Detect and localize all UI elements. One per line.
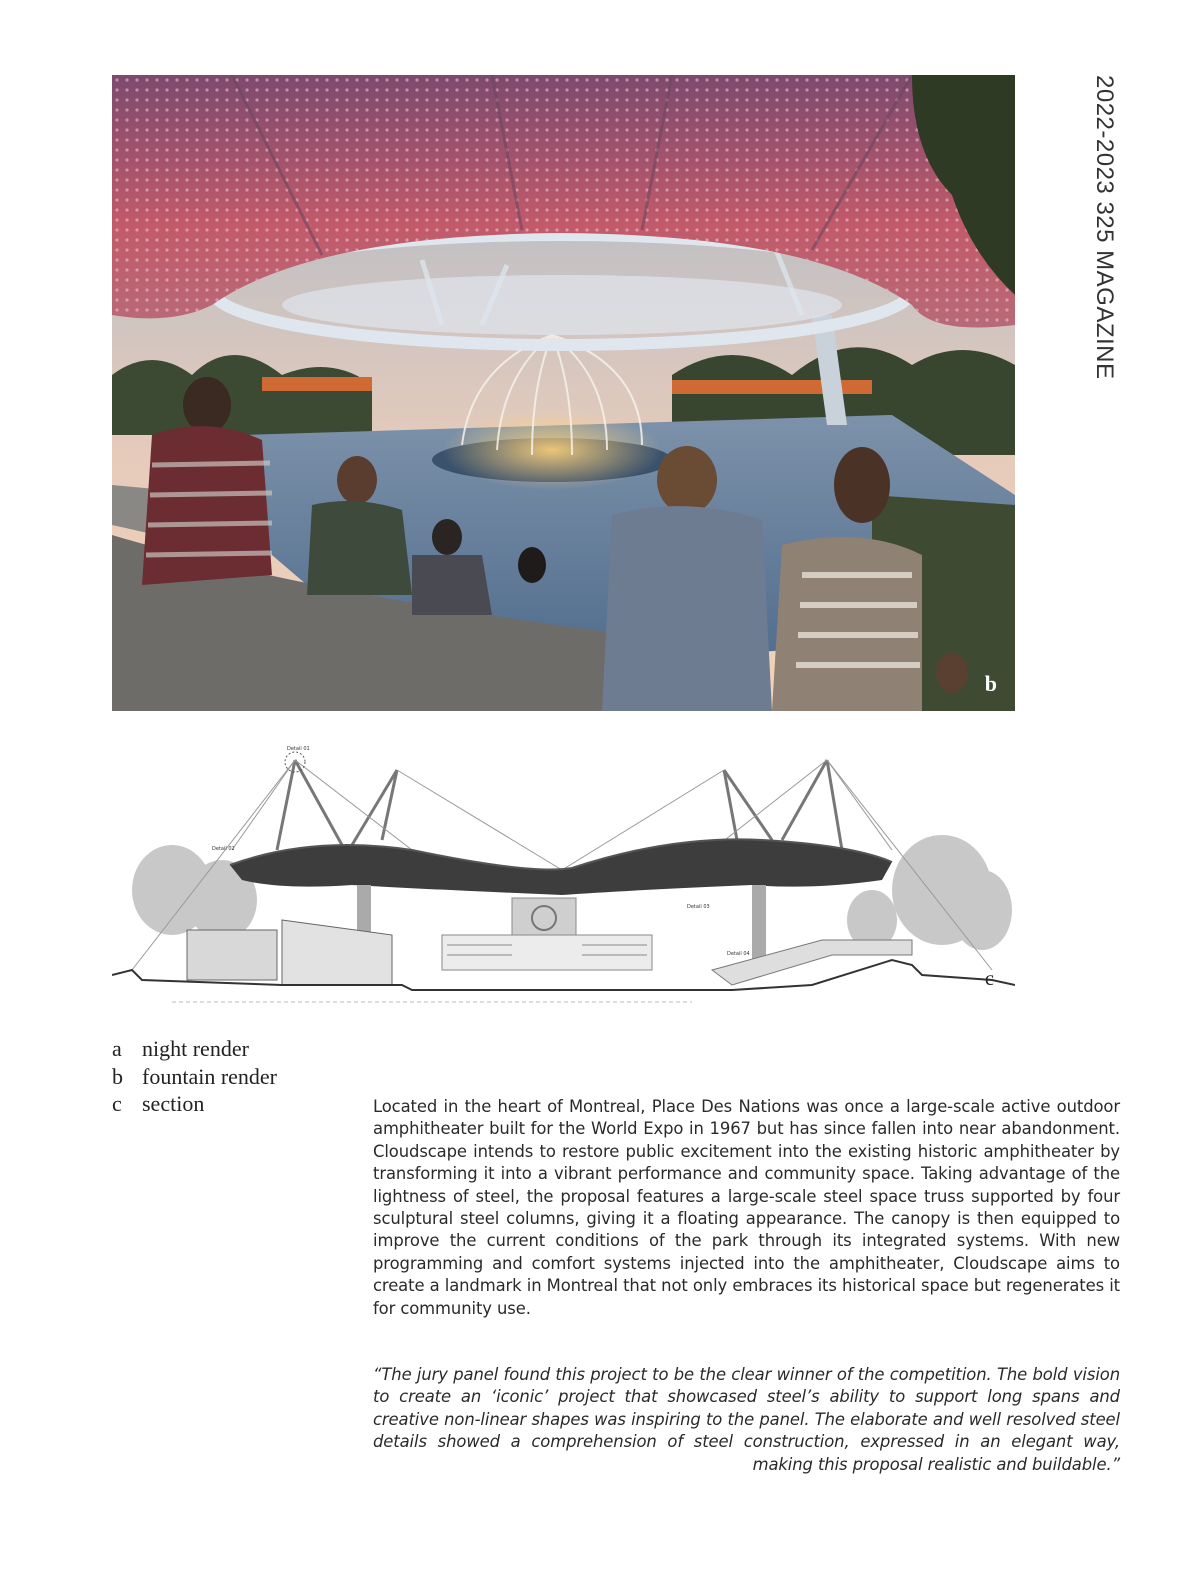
- caption-row: [112, 1035, 372, 1063]
- detail-01-label: Detail 01: [287, 746, 310, 752]
- caption-text: fountain render: [142, 1063, 277, 1089]
- detail-04-label: Detail 04: [727, 951, 750, 957]
- magazine-vertical-title: [1088, 75, 1118, 405]
- detail-03-label: Detail 03: [687, 904, 710, 910]
- caption-letter: c: [112, 1091, 122, 1116]
- section-drawing: [112, 740, 1015, 1010]
- fountain-render-illustration: [112, 75, 1015, 711]
- jury-quote: “The jury panel found this project to be the clear winner of the competition. The bold vision to create an ‘iconic’ project that showcased steel’s ability to support long spans and creative non-linear shapes was inspiring to the panel. The elaborate and well resolved steel details showed a comprehension of steel construction, expressed in an elegant way, making this proposal realistic and buildable.”: [373, 1365, 1120, 1474]
- article-body: Located in the heart of Montreal, Place Des Nations was once a large-scale active outdoor amphitheater built for the World Expo in 1967 but has since fallen into near abandonment. Cloudscape intends to restore public excitement into the existing historic amphitheater by transforming it into a vibrant performance and community space. Taking advantage of the lightness of steel, the proposal features a large-scale steel space truss supported by four sculptural steel columns, giving it a floating appearance. The canopy is then equipped to improve the current conditions of the park through its integrated systems. With new programming and comfort systems injected into the amphitheater, Cloudscape aims to create a landmark in Montreal that not only embraces its historical space but regenerates it for community use.: [373, 1097, 1120, 1318]
- caption-row: [112, 1090, 372, 1118]
- figure-letter-b: b: [984, 671, 997, 696]
- fountain-render-image: [112, 75, 1015, 711]
- caption-text: section: [142, 1091, 205, 1116]
- figure-letter-c: c: [985, 968, 994, 990]
- caption-letter: a: [112, 1036, 122, 1061]
- magazine-title-text: 2022-2023 325 MAGAZINE: [1091, 75, 1118, 380]
- caption-text: night render: [142, 1036, 249, 1061]
- caption-row: [112, 1063, 372, 1091]
- detail-02-label: Detail 02: [212, 846, 235, 852]
- section-illustration: [112, 740, 1015, 1010]
- caption-letter: b: [112, 1063, 123, 1089]
- figure-captions: [112, 1035, 372, 1118]
